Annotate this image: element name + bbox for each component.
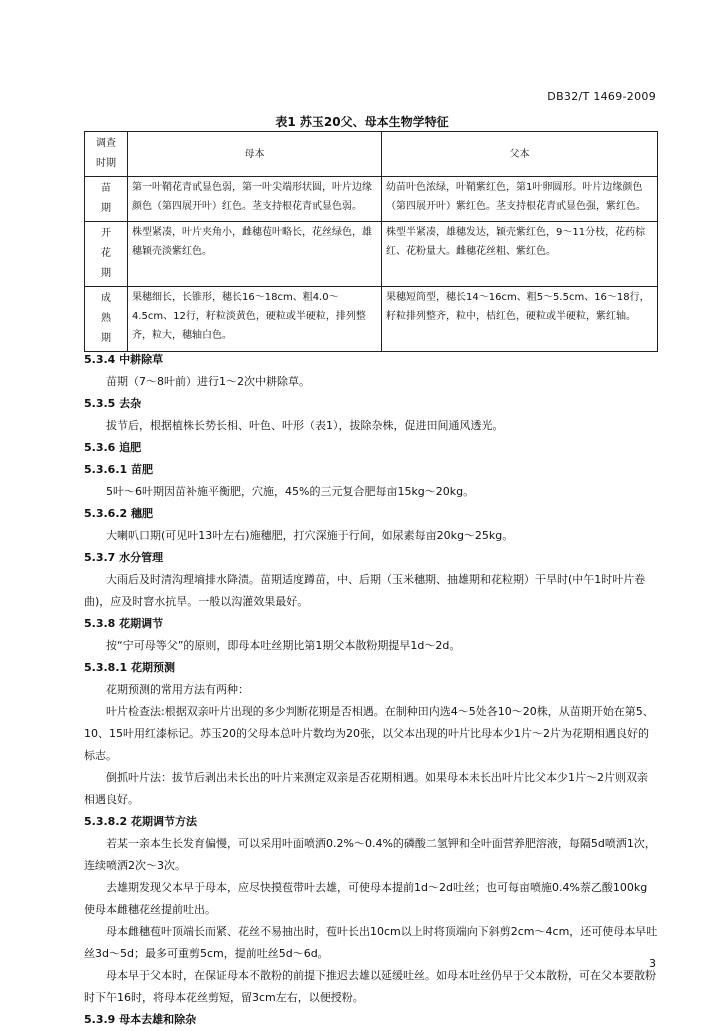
period-char: 期: [101, 203, 111, 214]
period-cell: [85, 177, 128, 222]
paragraph: 若某一亲本生长发育偏慢，可以采用叶面喷洒0.2%～0.4%的磷酸二氢钾和全叶面营养肥溶液，每隔5d喷洒1次，连续喷洒2次～3次。: [84, 837, 656, 872]
doc-id: DB32/T 1469-2009: [547, 90, 656, 103]
paragraph: 倒抓叶片法：拔节后剥出未长出的叶片来测定双亲是否花期相遇。如果母本未长出叶片比父本少1片～2片则双亲相遇良好。: [84, 771, 648, 806]
section-heading: 5.3.8.1 花期预测: [84, 661, 175, 674]
col-header-period-line: 时期: [96, 158, 116, 169]
paragraph: 花期预测的常用方法有两种：: [106, 683, 249, 696]
mother-cell: 第一叶鞘花青甙显色弱，第一叶尖端形状圆，叶片边缘颜色（第四展开叶）红色。茎支持根花青甙显色弱。: [128, 177, 382, 222]
period-char: 花: [101, 248, 111, 259]
col-header-period: [85, 132, 128, 177]
paragraph: 拔节后，根据植株长势长相、叶色、叶形（表1），拔除杂株，促进田间通风透光。: [106, 419, 504, 432]
section-heading: 5.3.6.2 穗肥: [84, 507, 153, 520]
col-header-father: 父本: [382, 132, 658, 177]
father-cell: 株型半紧凑，雄穗发达，颖壳紫红色，9～11分枝，花药棕红、花粉量大。雌穗花丝粗、紫红色。: [382, 222, 658, 287]
table-row: [85, 177, 658, 222]
period-cell: [85, 222, 128, 287]
section-heading: 5.3.8.2 花期调节方法: [84, 815, 197, 828]
father-cell: 幼苗叶色浓绿，叶鞘紫红色，第1叶卵圆形。叶片边缘颜色（第四展开叶）紫红色。茎支持根花青甙显色强，紫红色。: [382, 177, 658, 222]
col-header-mother: 母本: [128, 132, 382, 177]
father-cell: 果穗短筒型，穗长14～16cm、粗5～5.5cm、16～18行，籽粒排列整齐，粒中，桔红色，硬粒或半硬粒，紫红轴。: [382, 287, 658, 352]
paragraph: 母本雌穗苞叶顶端长而紧、花丝不易抽出时，苞叶长出10cm以上时将顶端向下斜剪2cm～4cm，还可使母本早吐丝3d～5d；最多可重剪5cm，提前吐丝5d～6d。: [84, 925, 658, 960]
section-heading: 5.3.8 花期调节: [84, 617, 164, 630]
body-content: [84, 349, 658, 1031]
section-heading: 5.3.6 追肥: [84, 441, 142, 454]
mother-cell: 株型紧凑，叶片夹角小，雌穗苞叶略长，花丝绿色，雄穗颖壳淡紫红色。: [128, 222, 382, 287]
section-heading: 5.3.6.1 苗肥: [84, 463, 153, 476]
section-heading: 5.3.9 母本去雄和除杂: [84, 1013, 197, 1026]
period-char: 开: [101, 228, 111, 239]
paragraph: 叶片检查法:根据双亲叶片出现的多少判断花期是否相遇。在制种田内选4～5处各10～20株，从苗期开始在第5、10、15叶用红漆标记。苏玉20的父母本总叶片数均为20张，以父本出现的叶片比母本少1片～2片为花期相遇良好的标志。: [84, 705, 654, 762]
paragraph: 去雄期发现父本早于母本，应尽快摸苞带叶去雄，可使母本提前1d～2d吐丝；也可每亩喷施0.4%萘乙酸100kg使母本雌穗花丝提前吐出。: [84, 881, 648, 916]
biology-table: [84, 131, 658, 352]
table-row: [85, 287, 658, 352]
section-heading: 5.3.4 中耕除草: [84, 353, 164, 366]
section-heading: 5.3.7 水分管理: [84, 551, 164, 564]
period-cell: [85, 287, 128, 352]
table-title: 表1 苏玉20父、母本生物学特征: [275, 115, 449, 129]
table-row: [85, 222, 658, 287]
paragraph: 苗期（7～8叶前）进行1～2次中耕除草。: [106, 375, 310, 388]
mother-cell: 果穗细长，长锥形，穗长16～18cm、粗4.0～4.5cm、12行，籽粒淡黄色，硬粒或半硬粒，排列整齐，粒大，穗轴白色。: [128, 287, 382, 352]
paragraph: 大喇叭口期(可见叶13叶左右)施穗肥，打穴深施于行间，如尿素每亩20kg～25kg。: [106, 529, 514, 542]
paragraph: 按“宁可母等父”的原则，即母本吐丝期比第1期父本散粉期提早1d～2d。: [106, 639, 461, 652]
paragraph: 5叶～6叶期因苗补施平衡肥，穴施，45%的三元复合肥每亩15kg～20kg。: [106, 485, 475, 498]
period-char: 苗: [101, 183, 111, 194]
period-char: 期: [101, 333, 111, 344]
period-char: 期: [101, 268, 111, 279]
section-heading: 5.3.5 去杂: [84, 397, 142, 410]
period-char: 成: [101, 293, 111, 304]
table-header-row: [85, 132, 658, 177]
paragraph: 母本早于父本时，在保证母本不散粉的前提下推迟去雄以延缓吐丝。如母本吐丝仍早于父本散粉，可在父本要散粉时下午16时，将母本花丝剪短，留3cm左右，以便授粉。: [84, 969, 656, 1004]
paragraph: 大雨后及时清沟理墒排水降渍。苗期适度蹲苗，中、后期（玉米穗期、抽雄期和花粒期）干旱时(中午1时叶片卷曲)，应及时窨水抗旱。一般以沟灌效果最好。: [84, 573, 646, 608]
col-header-period-line: 调查: [96, 138, 116, 149]
period-char: 熟: [101, 313, 111, 324]
page-number: 3: [649, 957, 656, 970]
